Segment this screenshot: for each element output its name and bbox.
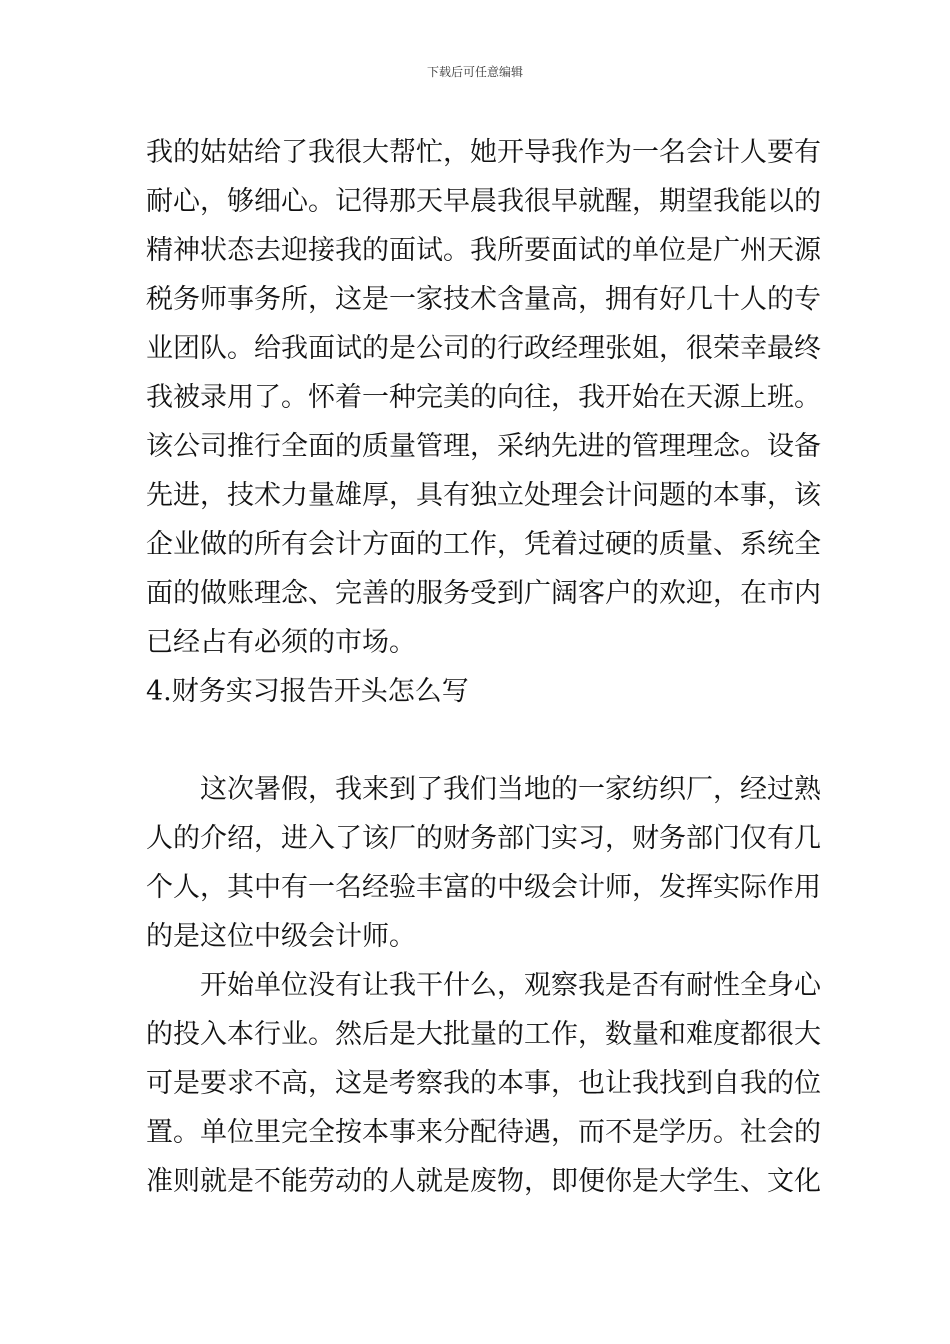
text-line: 开始单位没有让我干什么，观察我是否有耐性全身心 xyxy=(200,970,821,1001)
text-line: 耐心，够细心。记得那天早晨我很早就醒，期望我能以的 xyxy=(146,186,821,217)
text-line: 面的做账理念、完善的服务受到广阔客户的欢迎，在市内 xyxy=(146,578,821,609)
text-line: 精神状态去迎接我的面试。我所要面试的单位是广州天源 xyxy=(146,235,821,266)
text-line: 人的介绍，进入了该厂的财务部门实习，财务部门仅有几 xyxy=(146,823,821,854)
text-line: 这次暑假，我来到了我们当地的一家纺织厂，经过熟 xyxy=(200,774,821,805)
text-line: 已经占有必须的市场。 xyxy=(146,627,416,658)
blank-line xyxy=(146,716,826,765)
text-line: 税务师事务所，这是一家技术含量高，拥有好几十人的专 xyxy=(146,284,821,315)
text-line: 先进，技术力量雄厚，具有独立处理会计问题的本事，该 xyxy=(146,480,821,511)
text-line: 的投入本行业。然后是大批量的工作，数量和难度都很大 xyxy=(146,1019,821,1050)
page-header: 下载后可任意编辑 xyxy=(426,65,523,79)
paragraph-1 xyxy=(146,128,826,667)
text-line: 的是这位中级会计师。 xyxy=(146,921,416,952)
text-line: 准则就是不能劳动的人就是废物，即便你是大学生、文化 xyxy=(146,1166,821,1197)
text-line: 我被录用了。怀着一种完美的向往，我开始在天源上班。 xyxy=(146,382,821,413)
section-heading: 4.财务实习报告开头怎么写 xyxy=(146,676,469,707)
text-line: 置。单位里完全按本事来分配待遇，而不是学历。社会的 xyxy=(146,1117,821,1148)
text-line: 个人，其中有一名经验丰富的中级会计师，发挥实际作用 xyxy=(146,872,821,903)
paragraph-2 xyxy=(146,765,826,961)
text-line: 可是要求不高，这是考察我的本事，也让我找到自我的位 xyxy=(146,1068,821,1099)
paragraph-3 xyxy=(146,961,826,1206)
document-body xyxy=(146,128,826,1206)
text-line: 该公司推行全面的质量管理，采纳先进的管理理念。设备 xyxy=(146,431,821,462)
text-line: 我的姑姑给了我很大帮忙，她开导我作为一名会计人要有 xyxy=(146,137,821,168)
text-line: 企业做的所有会计方面的工作，凭着过硬的质量、系统全 xyxy=(146,529,821,560)
text-line: 业团队。给我面试的是公司的行政经理张姐，很荣幸最终 xyxy=(146,333,821,364)
